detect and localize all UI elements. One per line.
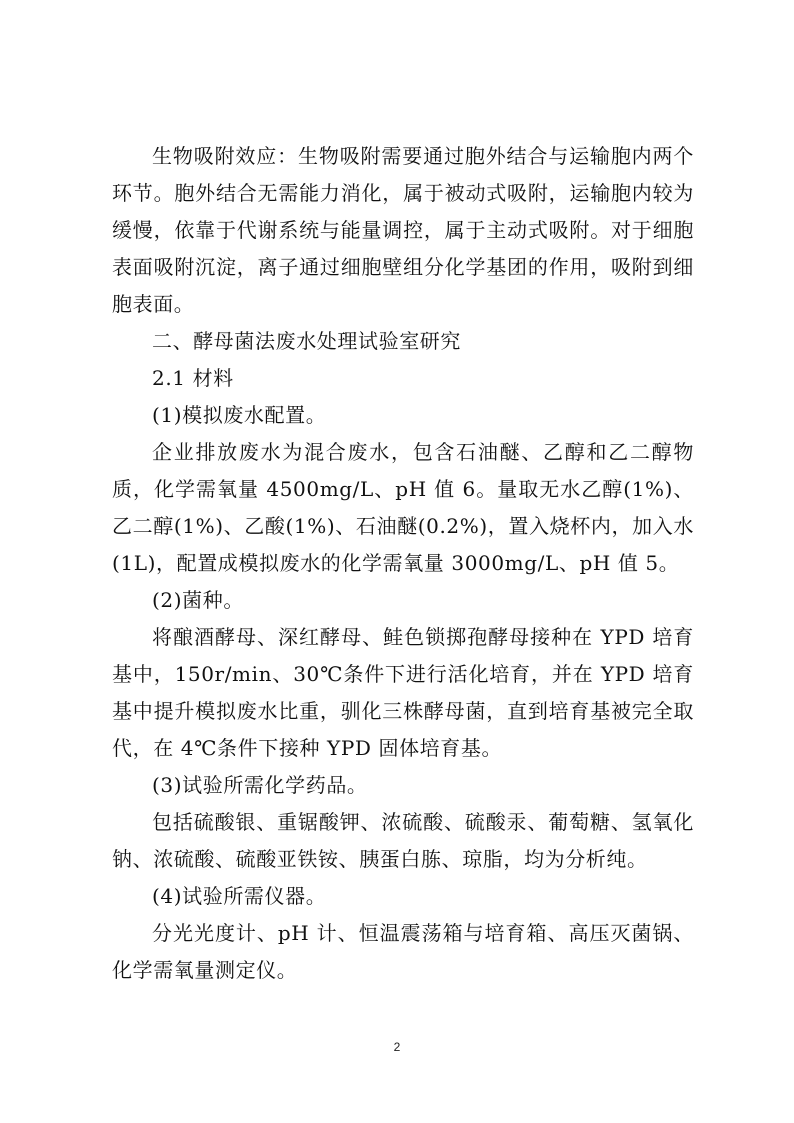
item-heading-2: (2)菌种。 — [152, 588, 244, 612]
paragraph-strains: 将酿酒酵母、深红酵母、鲑色锁掷孢酵母接种在 YPD 培育基中，150r/min、30℃条件下进行活化培育，并在 YPD 培育基中提升模拟废水比重，驯化三株酵母菌，直到培育基被完全取代，在 4℃条件下接种 YPD 固体培育基。 — [112, 625, 694, 760]
paragraph-wastewater: 企业排放废水为混合废水，包含石油醚、乙醇和乙二醇物质，化学需氧量 4500mg/L、pH 值 6。量取无水乙醇(1%)、乙二醇(1%)、乙酸(1%)、石油醚(0.2%)，置入烧杯内，加入水(1L)，配置成模拟废水的化学需氧量 3000mg/L、pH 值 5。 — [112, 440, 694, 575]
paragraph-biosorption: 生物吸附效应：生物吸附需要通过胞外结合与运输胞内两个环节。胞外结合无需能力消化，属于被动式吸附，运输胞内较为缓慢，依靠于代谢系统与能量调控，属于主动式吸附。对于细胞表面吸附沉淀，离子通过细胞壁组分化学基团的作用，吸附到细胞表面。 — [112, 144, 694, 316]
item-heading-3: (3)试验所需化学药品。 — [152, 773, 368, 797]
paragraph-instruments: 分光光度计、pH 计、恒温震荡箱与培育箱、高压灭菌锅、化学需氧量测定仪。 — [112, 921, 694, 982]
paragraph-chemicals: 包括硫酸银、重锯酸钾、浓硫酸、硫酸汞、葡萄糖、氢氧化钠、浓硫酸、硫酸亚铁铵、胰蛋白胨、琼脂，均为分析纯。 — [112, 810, 694, 871]
document-body — [112, 138, 694, 989]
item-heading-1: (1)模拟废水配置。 — [152, 403, 327, 427]
subsection-heading-2-1: 2.1 材料 — [152, 366, 234, 390]
item-heading-4: (4)试验所需仪器。 — [152, 884, 327, 908]
page-number: 2 — [393, 1040, 401, 1054]
section-heading-2: 二、酵母菌法废水处理试验室研究 — [152, 329, 461, 353]
